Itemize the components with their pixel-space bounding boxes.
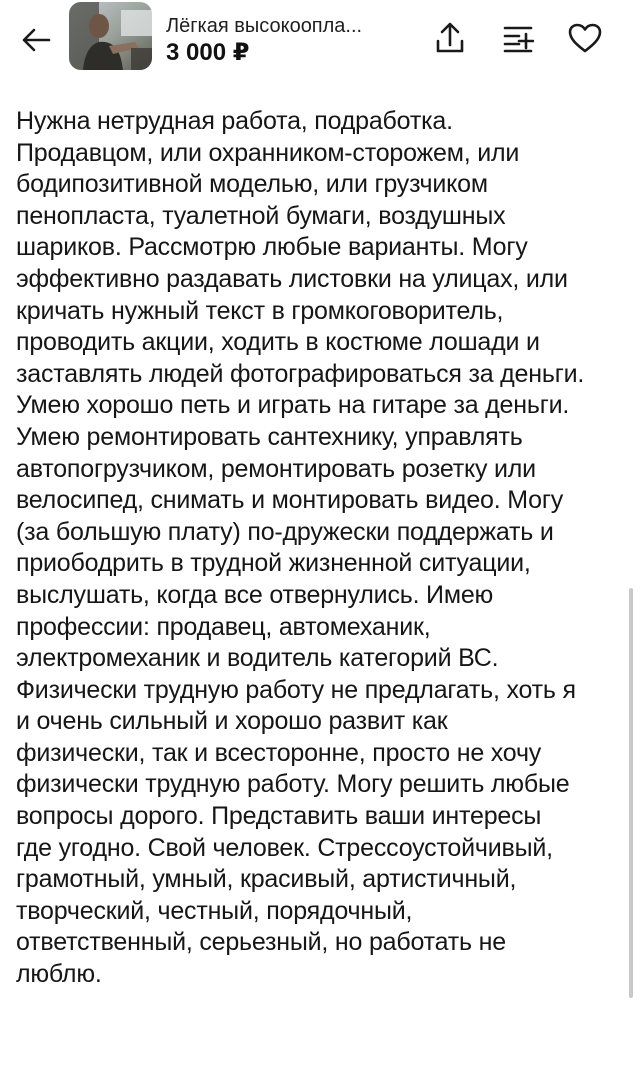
heart-icon (567, 22, 603, 54)
arrow-left-icon (21, 27, 51, 53)
scrollbar[interactable] (629, 588, 633, 998)
favorite-button[interactable] (563, 16, 607, 60)
compare-button[interactable] (496, 16, 540, 60)
listing-price: 3 000 ₽ (166, 39, 250, 66)
listing-title[interactable]: Лёгкая высокоопла... (166, 15, 363, 37)
share-icon (434, 21, 466, 55)
listing-header (0, 0, 640, 80)
listing-photo (69, 2, 152, 70)
share-button[interactable] (428, 16, 472, 60)
back-button[interactable] (14, 18, 58, 62)
listing-description: Нужна нетрудная работа, подработка. Продавцом, или охранником-сторожем, или бодипозитивной моделью, или грузчиком пенопласта, туалетной бумаги, воздушных шариков. Рассмотрю любые варианты. Могу эффективно раздавать листовки на улицах, или кричать нужный текст в громкоговоритель, проводить акции, ходить в костюме лошади и заставлять людей фотографироваться за деньги. Умею хорошо петь и играть на гитаре за деньги. Умею ремонтировать сантехнику, управлять автопогрузчиком, ремонтировать розетку или велосипед, снимать и монтировать видео. Могу (за большую плату) по-дружески поддержать и приободрить в трудной жизненной ситуации, выслушать, когда все отвернулись. Имею профессии: продавец, автомеханик, электромеханик и водитель категорий ВС. Физически трудную работу не предлагать, хоть я и очень сильный и хорошо развит как физически, так и всесторонне, просто не хочу физически трудную работу. Могу решить любые вопросы дорого. Представить ваши интересы где угодно. Свой человек. Стрессоустойчивый, грамотный, умный, красивый, артистичный, творческий, честный, порядочный, ответственный, серьезный, но работать не люблю. (16, 107, 585, 989)
compare-icon (502, 23, 534, 53)
listing-thumbnail[interactable] (69, 2, 152, 70)
